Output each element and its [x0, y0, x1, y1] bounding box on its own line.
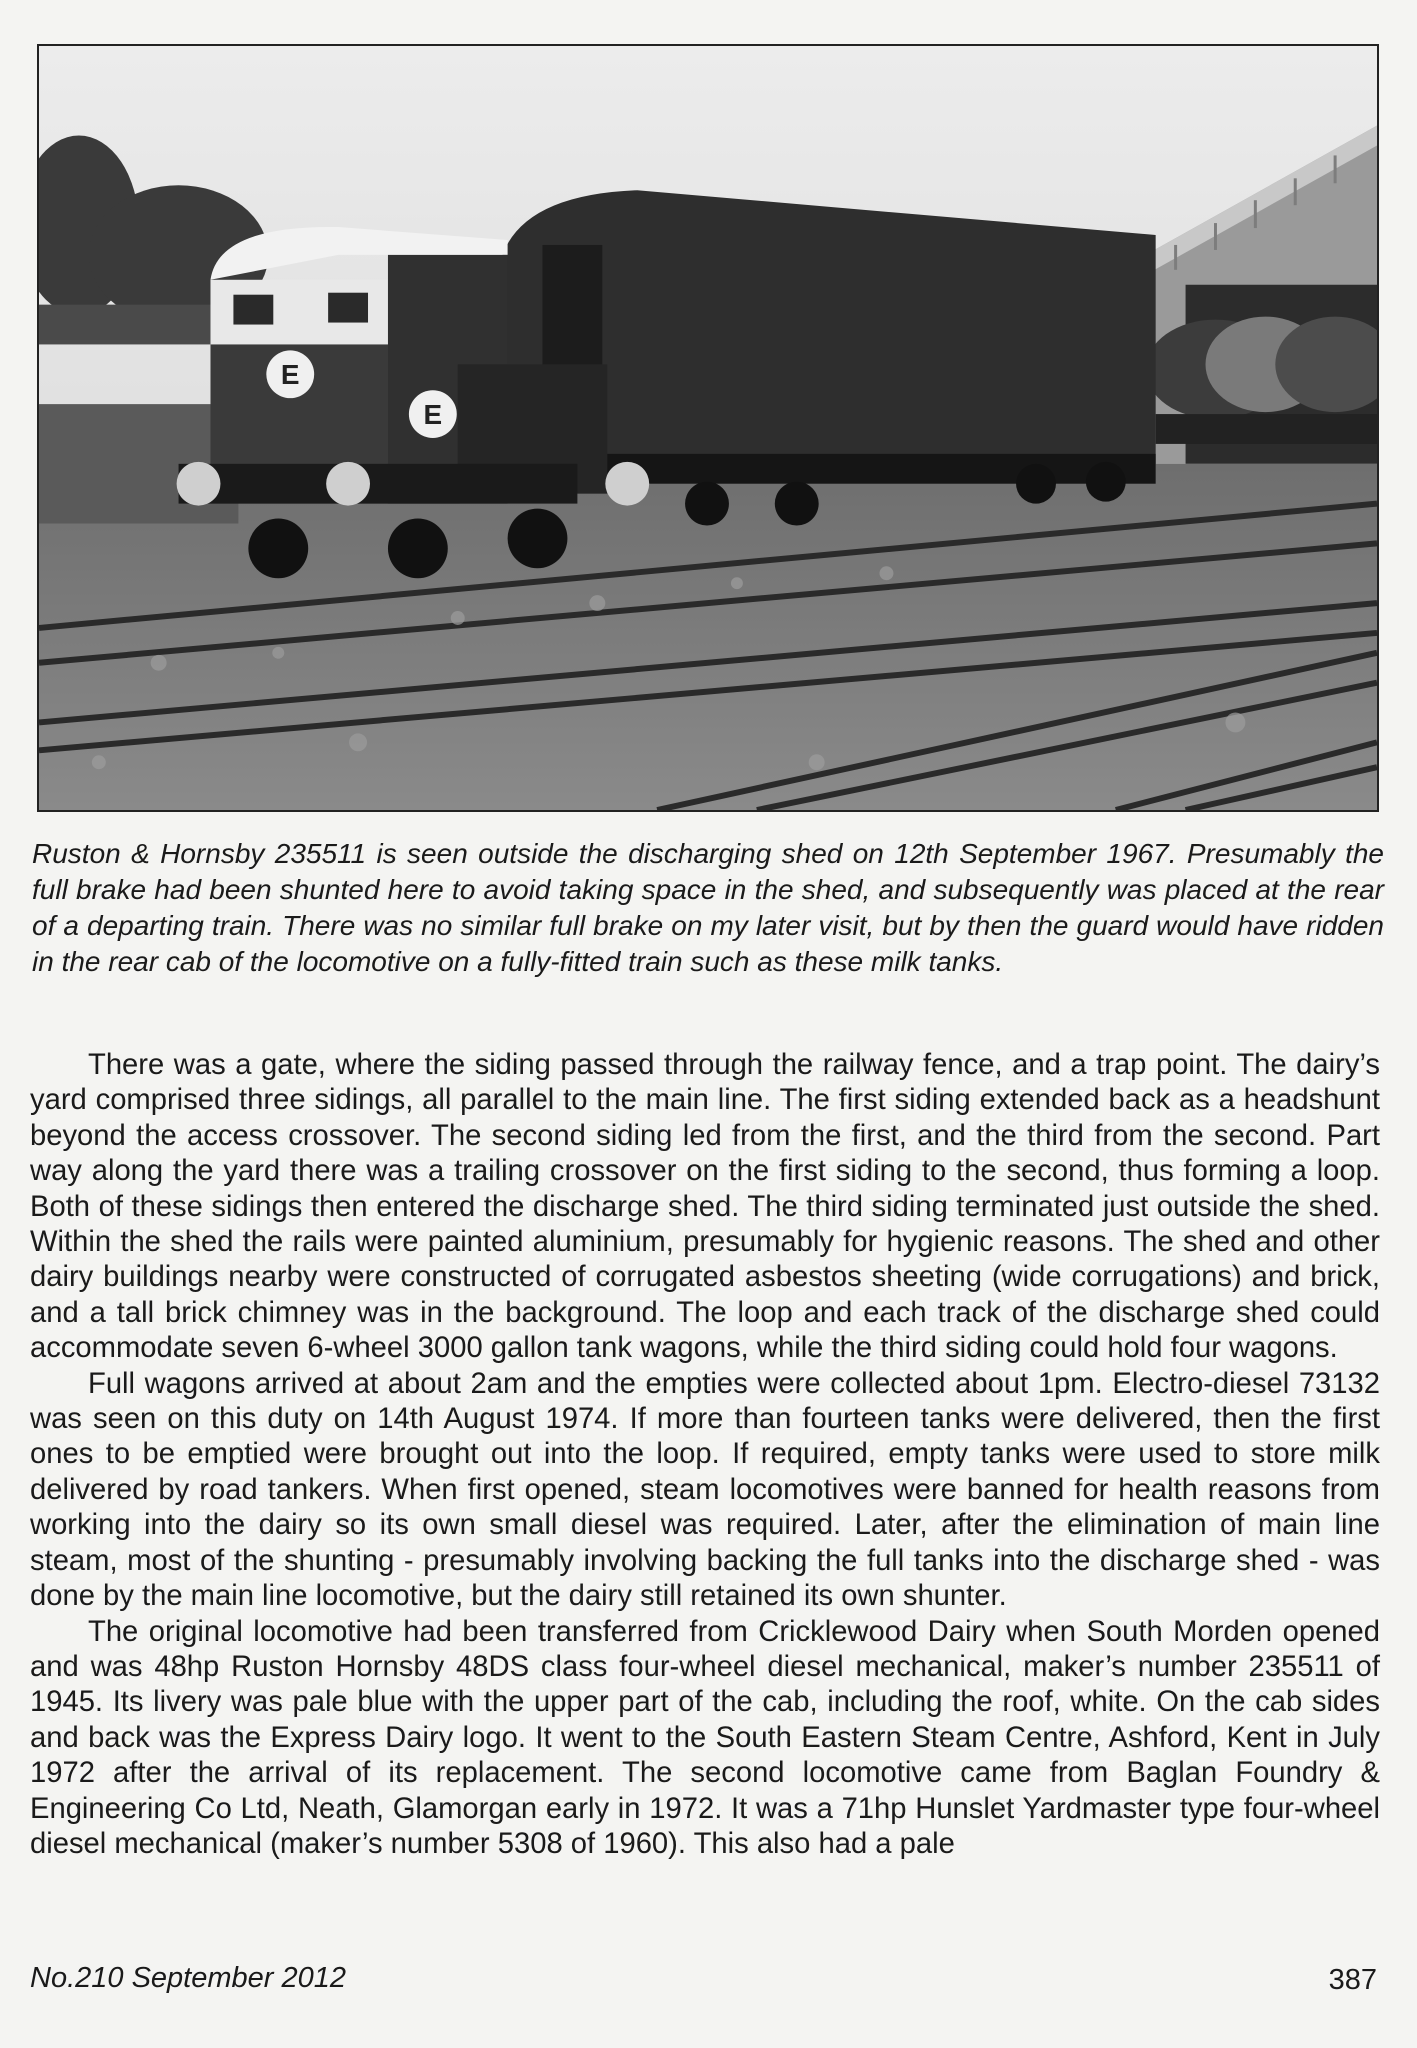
paragraph: There was a gate, where the siding passed through the railway fence, and a trap point. The dairy’s yard comprised three sidings, all parallel to the main line. The first siding extended back as a headshunt beyond the access crossover. The second siding led from the first, and the third from the second. Part way along the yard there was a trailing crossover on the first siding to the second, thus forming a loop. Both of these sidings then entered the discharge shed. The third siding terminated just outside the shed. Within the shed the rails were painted aluminium, presumably for hygienic reasons. The shed and other dairy buildings nearby were constructed of corrugated asbestos sheeting (wide corrugations) and brick, and a tall brick chimney was in the background. The loop and each track of the discharge shed could accommodate seven 6-wheel 3000 gallon tank wagons, while the third siding could hold four wagons.: [30, 1049, 1380, 1365]
issue-label: No.210 September 2012: [30, 1962, 346, 1994]
article-body: [30, 1048, 1380, 1862]
milk-tank-wagons: [1146, 317, 1377, 444]
svg-text:E: E: [280, 359, 300, 391]
paragraph: The original locomotive had been transferred from Cricklewood Dairy when South Morden opened and was 48hp Ruston Hornsby 48DS class four-wheel diesel mechanical, maker’s number 235511 of 1945. Its livery was pale blue with the upper part of the cab, including the roof, white. On the cab sides and back was the Express Dairy logo. It went to the South Eastern Steam Centre, Ashford, Kent in July 1972 after the arrival of its replacement. The second locomotive came from Baglan Foundry & Engineering Co Ltd, Neath, Glamorgan early in 1972. It was a 71hp Hunslet Yardmaster type four-wheel diesel mechanical (maker’s number 5308 of 1960). This also had a pale: [30, 1615, 1380, 1860]
paragraph: Full wagons arrived at about 2am and the empties were collected about 1pm. Electro-diesel 73132 was seen on this duty on 14th August 1974. If more than fourteen tanks were delivered, then the first ones to be emptied were brought out into the loop. If required, empty tanks were used to store milk delivered by road tankers. When first opened, steam locomotives were banned for health reasons from working into the dairy so its own small diesel was required. Later, after the elimination of main line steam, most of the shunting - presumably involving backing the full tanks into the discharge shed - was done by the main line locomotive, but the dairy still retained its own shunter.: [30, 1367, 1380, 1613]
page-number: 387: [1328, 1964, 1377, 1996]
photo-caption: Ruston & Hornsby 235511 is seen outside the discharging shed on 12th September 1967. Presumably the full brake had been shunted here to avoid taking space in the shed, and subsequently was placed at the rear of a departing train. There was no similar full brake on my later visit, but by then the guard would have ridden in the rear cab of the locomotive on a fully-fitted train such as these milk tanks.: [32, 838, 1384, 977]
svg-text:E: E: [423, 399, 443, 431]
photograph: [37, 44, 1379, 812]
locomotive-photo: [39, 46, 1377, 810]
